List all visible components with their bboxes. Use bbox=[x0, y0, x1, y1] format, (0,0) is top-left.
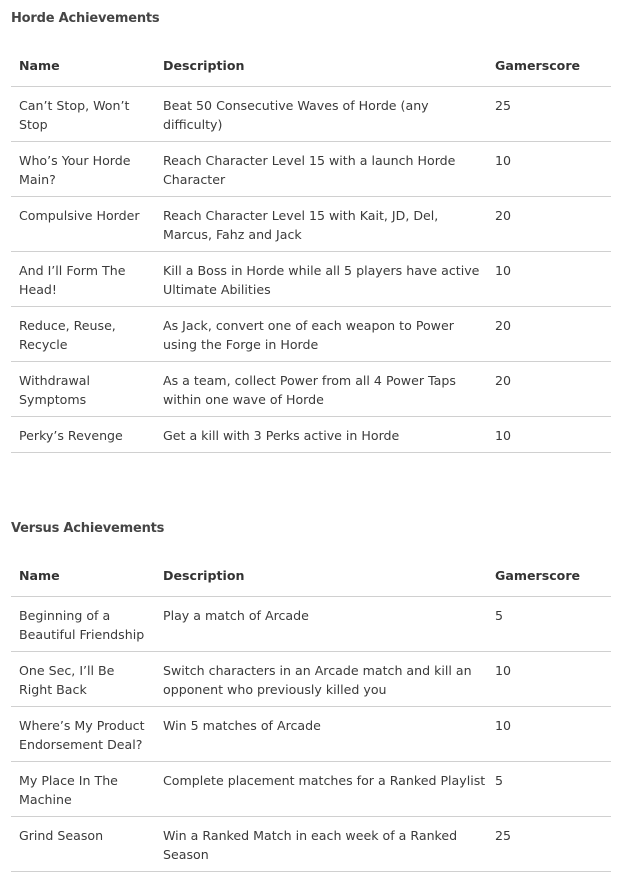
table-header-row bbox=[11, 554, 611, 596]
achievement-description: Play a match of Arcade bbox=[155, 596, 495, 651]
achievement-description: Win 5 matches of Arcade bbox=[155, 706, 495, 761]
achievement-gamerscore: 25 bbox=[495, 86, 611, 141]
column-header-description: Description bbox=[155, 44, 495, 86]
achievement-name: Can’t Stop, Won’t Stop bbox=[11, 86, 155, 141]
table-header-row bbox=[11, 44, 611, 86]
achievement-gamerscore: 20 bbox=[495, 361, 611, 416]
table-row bbox=[11, 416, 611, 452]
column-header-gamerscore: Gamerscore bbox=[495, 554, 611, 596]
table-row bbox=[11, 651, 611, 706]
achievement-gamerscore: 5 bbox=[495, 596, 611, 651]
table-row bbox=[11, 816, 611, 871]
table-row bbox=[11, 761, 611, 816]
achievement-description: Switch characters in an Arcade match and kill an opponent who previously killed you bbox=[155, 651, 495, 706]
achievement-name: Reduce, Reuse, Recycle bbox=[11, 306, 155, 361]
achievement-gamerscore: 25 bbox=[495, 816, 611, 871]
achievement-name: Who’s Your Horde Main? bbox=[11, 141, 155, 196]
achievement-description: Win a Ranked Match in each week of a Ranked Season bbox=[155, 816, 495, 871]
achievement-name: And I’ll Form The Head! bbox=[11, 251, 155, 306]
achievement-gamerscore: 10 bbox=[495, 141, 611, 196]
section-title: Versus Achievements bbox=[11, 521, 165, 536]
table-row bbox=[11, 86, 611, 141]
achievement-name: Grind Season bbox=[11, 816, 155, 871]
achievement-name: Withdrawal Symptoms bbox=[11, 361, 155, 416]
column-header-gamerscore: Gamerscore bbox=[495, 44, 611, 86]
achievement-gamerscore: 20 bbox=[495, 306, 611, 361]
table-row bbox=[11, 196, 611, 251]
section-title: Horde Achievements bbox=[11, 11, 160, 26]
achievement-description: As Jack, convert one of each weapon to Power using the Forge in Horde bbox=[155, 306, 495, 361]
table-row bbox=[11, 306, 611, 361]
achievement-gamerscore: 20 bbox=[495, 196, 611, 251]
column-header-description: Description bbox=[155, 554, 495, 596]
versus-achievements-table bbox=[11, 554, 611, 872]
achievement-description: As a team, collect Power from all 4 Power Taps within one wave of Horde bbox=[155, 361, 495, 416]
table-row bbox=[11, 361, 611, 416]
achievement-description: Get a kill with 3 Perks active in Horde bbox=[155, 416, 495, 452]
versus-achievements-section bbox=[11, 519, 611, 872]
achievement-name: Perky’s Revenge bbox=[11, 416, 155, 452]
achievement-description: Complete placement matches for a Ranked Playlist bbox=[155, 761, 495, 816]
column-header-name: Name bbox=[11, 44, 155, 86]
achievement-name: Compulsive Horder bbox=[11, 196, 155, 251]
achievement-description: Beat 50 Consecutive Waves of Horde (any difficulty) bbox=[155, 86, 495, 141]
column-header-name: Name bbox=[11, 554, 155, 596]
achievement-name: My Place In The Machine bbox=[11, 761, 155, 816]
achievement-name: Beginning of a Beautiful Friendship bbox=[11, 596, 155, 651]
achievement-name: Where’s My Product Endorsement Deal? bbox=[11, 706, 155, 761]
achievement-description: Kill a Boss in Horde while all 5 players have active Ultimate Abilities bbox=[155, 251, 495, 306]
achievement-description: Reach Character Level 15 with a launch Horde Character bbox=[155, 141, 495, 196]
achievement-name: One Sec, I’ll Be Right Back bbox=[11, 651, 155, 706]
achievement-gamerscore: 10 bbox=[495, 251, 611, 306]
table-row bbox=[11, 251, 611, 306]
achievement-gamerscore: 5 bbox=[495, 761, 611, 816]
horde-achievements-table bbox=[11, 44, 611, 453]
horde-achievements-section bbox=[11, 9, 611, 453]
table-row bbox=[11, 141, 611, 196]
table-row bbox=[11, 706, 611, 761]
achievement-gamerscore: 10 bbox=[495, 416, 611, 452]
achievement-gamerscore: 10 bbox=[495, 706, 611, 761]
table-row bbox=[11, 596, 611, 651]
achievement-gamerscore: 10 bbox=[495, 651, 611, 706]
achievement-description: Reach Character Level 15 with Kait, JD, Del, Marcus, Fahz and Jack bbox=[155, 196, 495, 251]
